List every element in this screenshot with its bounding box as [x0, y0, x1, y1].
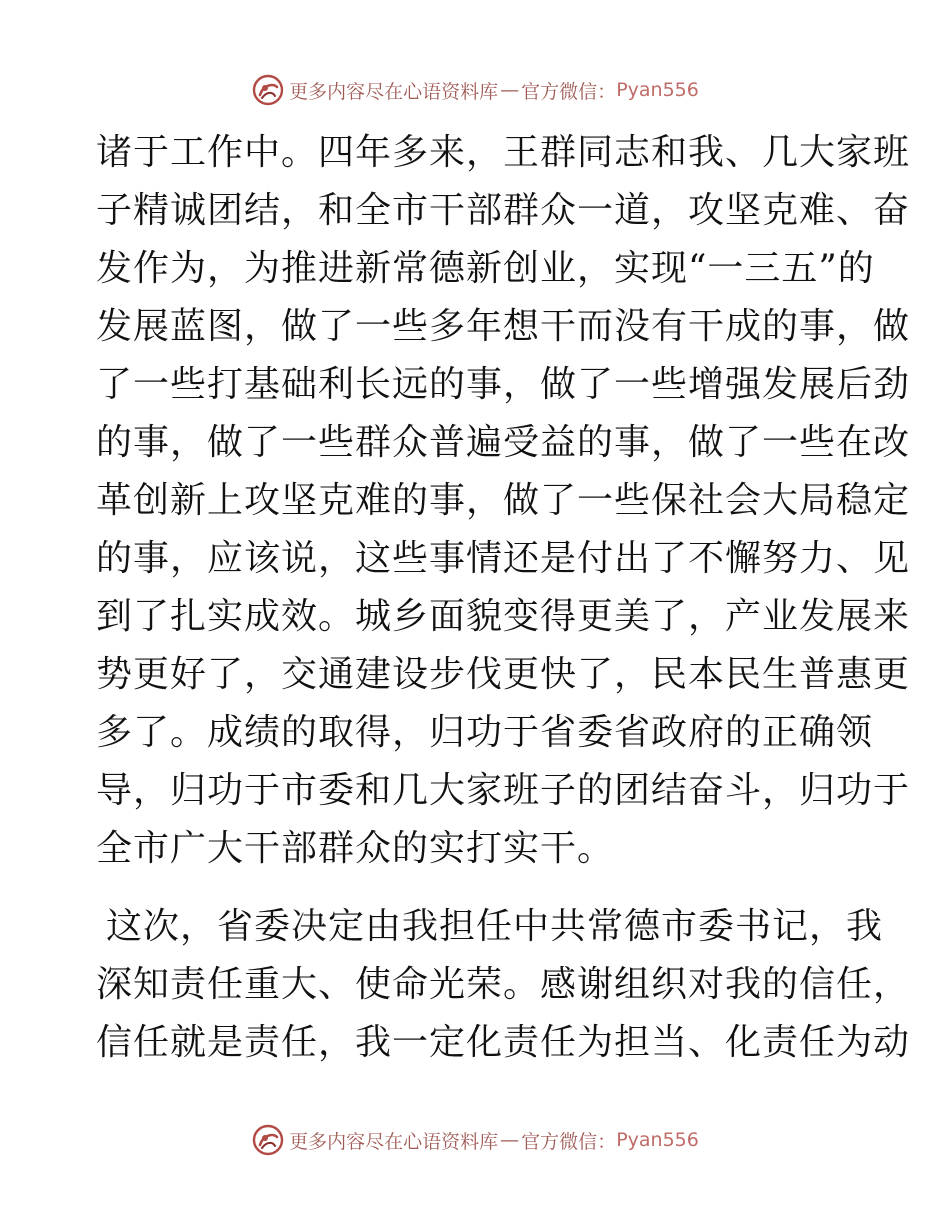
text-line: 势更好了，交通建设步伐更快了，民本民生普惠更 [96, 654, 911, 695]
text-line: 深知责任重大、使命光荣。感谢组织对我的信任， [96, 964, 911, 1005]
text-line: 全市广大干部群众的实打实干。 [96, 828, 615, 869]
paragraph-1 [96, 124, 911, 878]
text-line: 的事，做了一些群众普遍受益的事，做了一些在改 [96, 422, 911, 463]
footer-watermark [0, 1120, 950, 1160]
text-line: 诸于工作中。四年多来，王群同志和我、几大家班 [96, 132, 911, 173]
text-line: 子精诚团结，和全市干部群众一道，攻坚克难、奋 [96, 190, 911, 231]
header-watermark [0, 70, 950, 110]
footer-contact-label: 官方微信： [521, 1130, 617, 1153]
paragraph-2 [96, 898, 911, 1072]
header-contact-label: 官方微信： [521, 80, 617, 103]
text-line: 到了扎实成效。城乡面貌变得更美了，产业发展来 [96, 596, 911, 637]
text-line: 多了。成绩的取得，归功于省委省政府的正确领 [96, 712, 874, 753]
text-line: 了一些打基础利长远的事，做了一些增强发展后劲 [96, 364, 911, 405]
text-line: 信任就是责任，我一定化责任为担当、化责任为动 [96, 1022, 911, 1063]
document-body [96, 124, 911, 1072]
footer-watermark-text: 更多内容尽在心语资料库 [289, 1130, 499, 1153]
header-contact-id: Pyan556 [616, 79, 699, 101]
header-watermark-text: 更多内容尽在心语资料库 [289, 80, 499, 103]
text-line: 导，归功于市委和几大家班子的团结奋斗，归功于 [96, 770, 911, 811]
swirl-logo-icon [251, 73, 285, 107]
footer-watermark-dash: — [500, 1129, 520, 1151]
text-line: 的事，应该说，这些事情还是付出了不懈努力、见 [96, 538, 911, 579]
text-line: 这次，省委决定由我担任中共常德市委书记，我 [106, 906, 884, 947]
paragraph-spacer [96, 878, 856, 898]
text-line: 革创新上攻坚克难的事，做了一些保社会大局稳定 [96, 480, 911, 521]
header-watermark-dash: — [500, 79, 520, 101]
text-line: 发展蓝图，做了一些多年想干而没有干成的事，做 [96, 306, 911, 347]
text-line: 发作为，为推进新常德新创业，实现“一三五”的 [96, 248, 875, 289]
footer-contact-id: Pyan556 [616, 1129, 699, 1151]
swirl-logo-icon [251, 1123, 285, 1157]
